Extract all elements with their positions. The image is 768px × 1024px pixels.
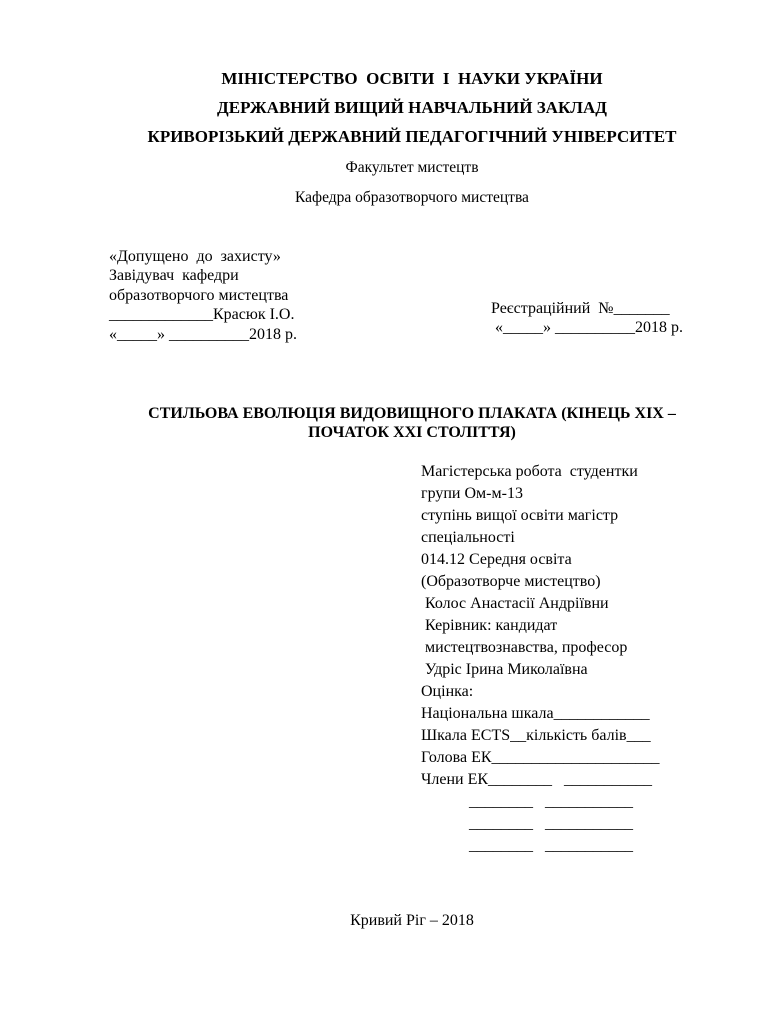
info-line: групи Ом-м-13 bbox=[421, 485, 523, 502]
thesis-title-line-1: СТИЛЬОВА ЕВОЛЮЦІЯ ВИДОВИЩНОГО ПЛАКАТА (КІНЕЦЬ ХІХ – bbox=[148, 405, 676, 422]
info-line: Голова ЕК_____________________ bbox=[421, 749, 660, 766]
info-line: (Образотворче мистецтво) bbox=[421, 573, 601, 590]
info-line: мистецтвознавства, професор bbox=[421, 639, 628, 656]
approval-line-4: _____________Красюк І.О. bbox=[109, 306, 295, 323]
info-line: ________ ___________ bbox=[421, 815, 633, 832]
faculty-line: Факультет мистецтв bbox=[345, 159, 479, 176]
registration-number: Реєстраційний №_______ bbox=[491, 300, 670, 317]
student-name: Колос Анастасії Андріївни bbox=[421, 595, 609, 612]
info-line: ________ ___________ bbox=[421, 837, 633, 854]
info-line: Оцінка: bbox=[421, 683, 474, 700]
info-line: спеціальності bbox=[421, 529, 515, 546]
info-line: Керівник: кандидат bbox=[421, 617, 558, 634]
info-line: ________ ___________ bbox=[421, 793, 633, 810]
ministry-heading: МІНІСТЕРСТВО ОСВІТИ І НАУКИ УКРАЇНИ bbox=[221, 69, 603, 88]
supervisor-name: Удріс Ірина Миколаївна bbox=[421, 661, 588, 678]
place-year: Кривий Ріг – 2018 bbox=[350, 912, 474, 929]
info-line: 014.12 Середня освіта bbox=[421, 551, 572, 568]
registration-date: «_____» __________2018 р. bbox=[491, 319, 683, 336]
thesis-title-line-2: ПОЧАТОК ХХІ СТОЛІТТЯ) bbox=[308, 424, 516, 441]
info-line: Національна шкала____________ bbox=[421, 705, 650, 722]
institution-heading: ДЕРЖАВНИЙ ВИЩИЙ НАВЧАЛЬНИЙ ЗАКЛАД bbox=[217, 98, 607, 117]
approval-line-2: Завідувач кафедри bbox=[109, 267, 239, 284]
approval-line-1: «Допущено до захисту» bbox=[109, 248, 281, 265]
department-line: Кафедра образотворчого мистецтва bbox=[295, 189, 529, 206]
approval-line-3: образотворчого мистецтва bbox=[109, 287, 289, 304]
info-line: ступінь вищої освіти магістр bbox=[421, 507, 619, 524]
info-line: Члени ЕК________ ___________ bbox=[421, 771, 653, 788]
info-line: Шкала ECTS__кількість балів___ bbox=[421, 727, 651, 744]
thesis-info-block bbox=[421, 462, 761, 855]
university-heading: КРИВОРІЗЬКИЙ ДЕРЖАВНИЙ ПЕДАГОГІЧНИЙ УНІВЕРСИТЕТ bbox=[147, 127, 677, 146]
approval-line-5: «_____» __________2018 р. bbox=[109, 326, 297, 343]
info-line: Магістерська робота студентки bbox=[421, 463, 638, 480]
